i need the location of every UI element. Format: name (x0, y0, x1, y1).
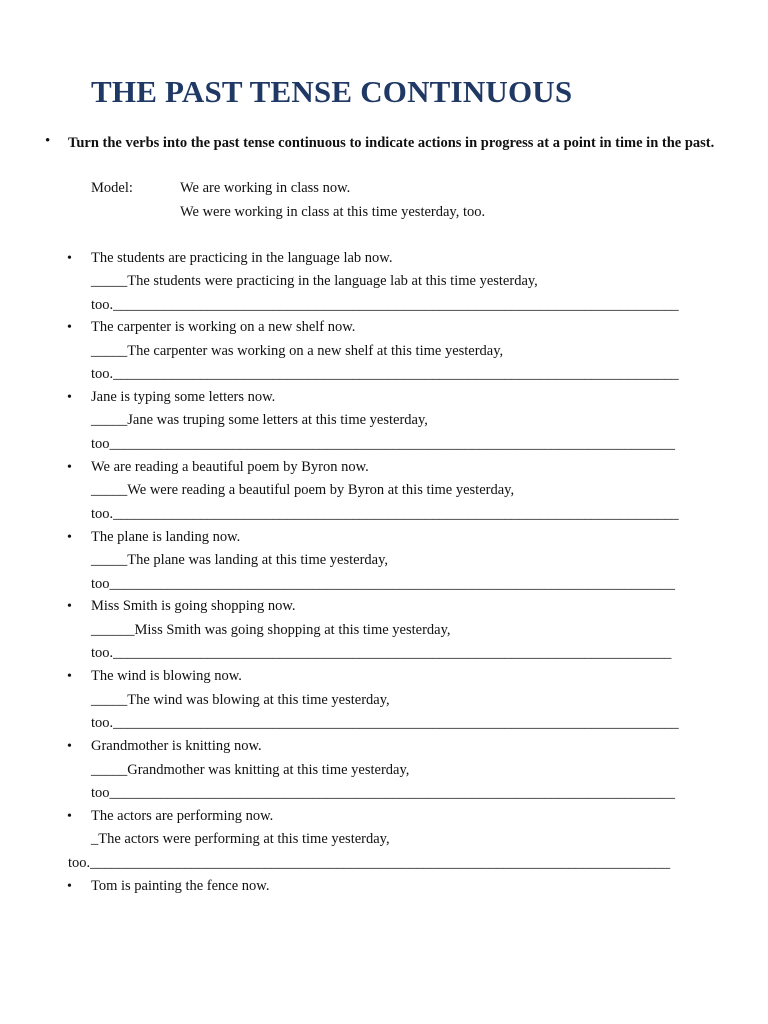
exercise-too-line: too.______________________________________________________________________________ (91, 297, 679, 313)
exercise-answer: _The actors were performing at this time yesterday, (91, 831, 390, 847)
exercise-too-line: too.______________________________________________________________________________ (91, 715, 679, 731)
exercise-too-line: too._____________________________________________________________________________ (91, 645, 672, 661)
exercise-prompt: The wind is blowing now. (91, 668, 242, 684)
exercise-prompt: Jane is typing some letters now. (91, 389, 276, 405)
exercise-answer: _____The students were practicing in the language lab at this time yesterday, (91, 273, 538, 289)
exercise-too-line: too.______________________________________________________________________________ (91, 506, 679, 522)
exercise-answer: _____The plane was landing at this time yesterday, (91, 552, 389, 568)
model-present-sentence: We are working in class now. (180, 180, 351, 196)
exercise-prompt: The plane is landing now. (91, 529, 241, 545)
exercise-prompt: The students are practicing in the language lab now. (91, 250, 393, 266)
exercise-prompt: The actors are performing now. (91, 808, 274, 824)
exercise-bullet: • (67, 530, 72, 545)
exercise-prompt: The carpenter is working on a new shelf now. (91, 319, 356, 335)
exercise-too-line: too.________________________________________________________________________________ (68, 855, 671, 871)
exercise-too-line: too______________________________________________________________________________ (91, 576, 676, 592)
model-label: Model: (91, 180, 133, 196)
instruction-text: Turn the verbs into the past tense continuous to indicate actions in progress at a point in time in the past. (68, 135, 715, 151)
exercise-answer: ______Miss Smith was going shopping at this time yesterday, (91, 622, 451, 638)
exercise-answer: _____Grandmother was knitting at this time yesterday, (91, 762, 410, 778)
exercise-prompt: Tom is painting the fence now. (91, 878, 270, 894)
exercise-prompt: Grandmother is knitting now. (91, 738, 262, 754)
exercise-bullet: • (67, 390, 72, 405)
exercise-bullet: • (67, 809, 72, 824)
exercise-prompt: Miss Smith is going shopping now. (91, 598, 296, 614)
page-title: THE PAST TENSE CONTINUOUS (91, 74, 573, 109)
exercise-answer: _____Jane was truping some letters at this time yesterday, (91, 412, 428, 428)
exercise-bullet: • (67, 251, 72, 266)
exercise-prompt: We are reading a beautiful poem by Byron now. (91, 459, 369, 475)
exercise-bullet: • (67, 739, 72, 754)
exercise-bullet: • (67, 460, 72, 475)
exercise-too-line: too______________________________________________________________________________ (91, 436, 676, 452)
exercise-answer: _____The wind was blowing at this time yesterday, (91, 692, 390, 708)
instruction-bullet: • (45, 133, 51, 149)
model-past-sentence: We were working in class at this time yesterday, too. (180, 204, 486, 220)
exercise-answer: _____We were reading a beautiful poem by Byron at this time yesterday, (91, 482, 515, 498)
exercise-bullet: • (67, 879, 72, 894)
exercise-bullet: • (67, 320, 72, 335)
exercise-bullet: • (67, 599, 72, 614)
exercise-too-line: too______________________________________________________________________________ (91, 785, 676, 801)
exercise-bullet: • (67, 669, 72, 684)
exercise-too-line: too.______________________________________________________________________________ (91, 366, 679, 382)
exercise-answer: _____The carpenter was working on a new shelf at this time yesterday, (91, 343, 504, 359)
